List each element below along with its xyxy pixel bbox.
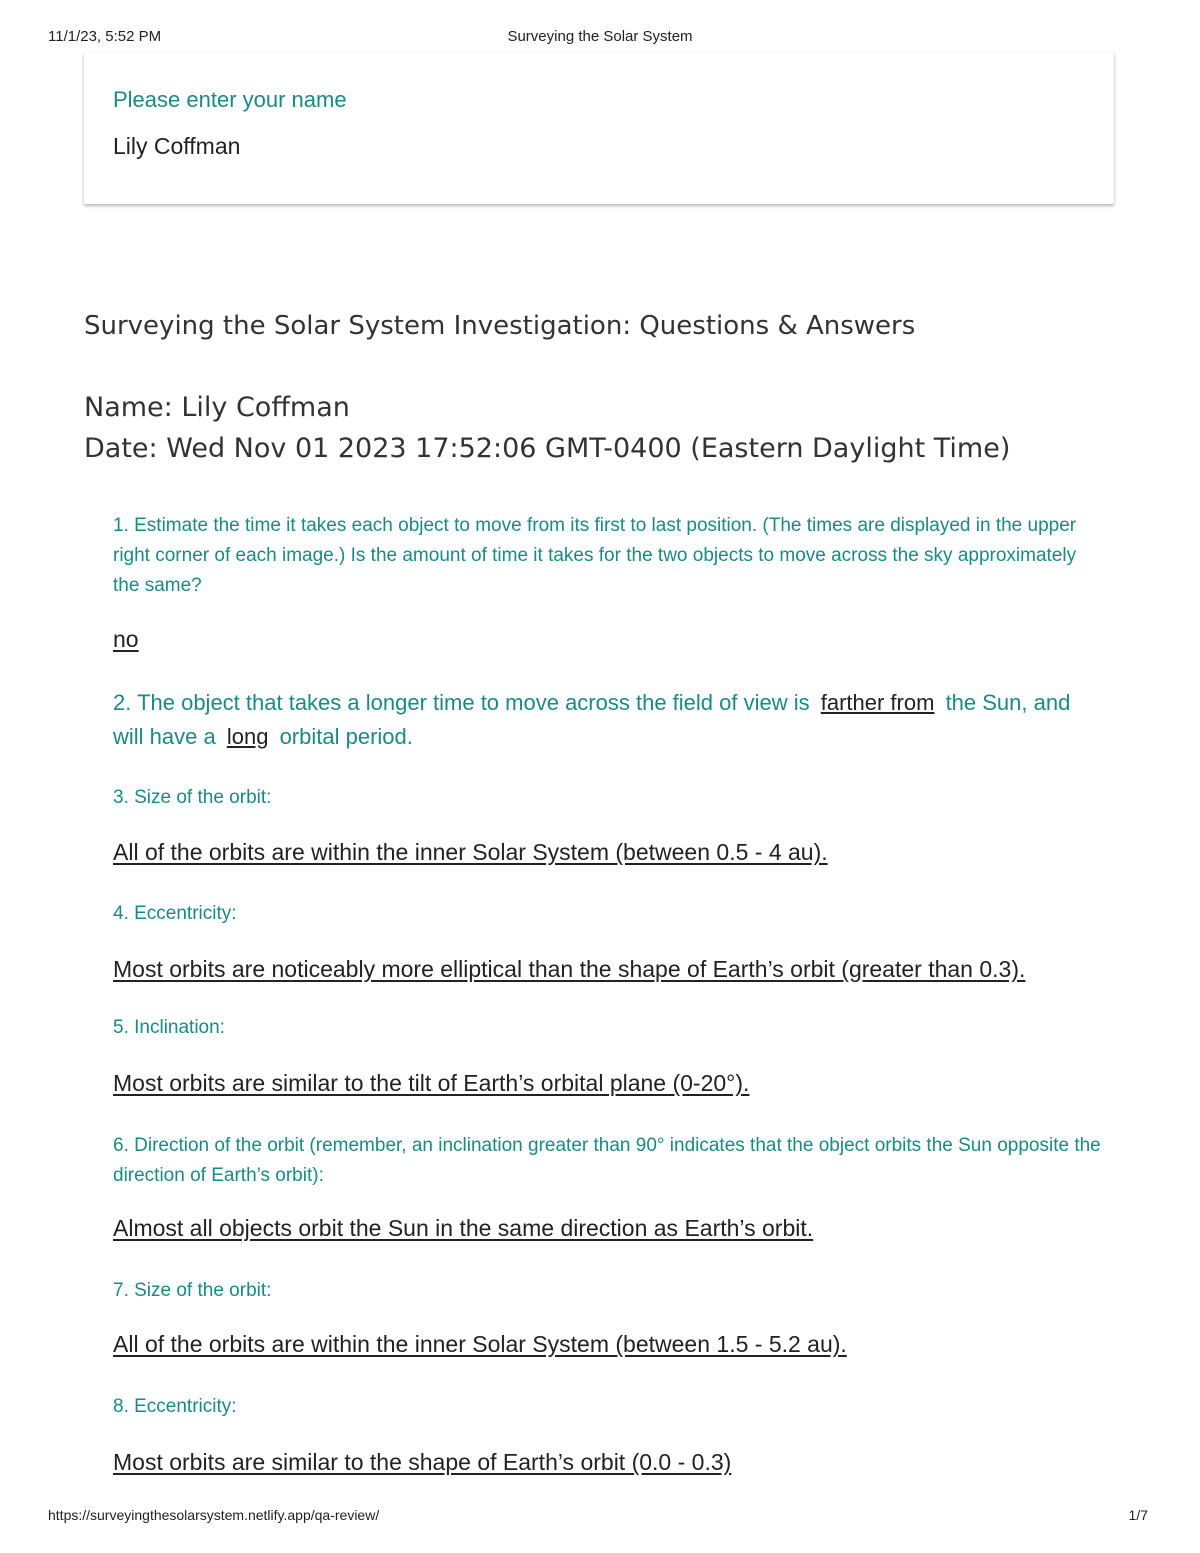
name-label: Please enter your name — [113, 87, 347, 112]
name-card — [84, 52, 1114, 204]
answer-6: Almost all objects orbit the Sun in the same direction as Earth’s orbit. — [113, 1215, 814, 1241]
name-value: Lily Coffman — [113, 133, 241, 159]
question-6: 6. Direction of the orbit (remember, an inclination greater than 90° indicates that the object orbits the Sun opposite the direction of Earth’s orbit): — [113, 1135, 1101, 1186]
question-2 — [113, 686, 1103, 754]
answer-1: no — [113, 626, 139, 652]
print-header-title: Surveying the Solar System — [507, 28, 693, 45]
date-heading: Date: Wed Nov 01 2023 17:52:06 GMT-0400 (Eastern Daylight Time) — [84, 433, 1011, 464]
question-2-part-1: 2. The object that takes a longer time to move across the field of view is — [113, 690, 810, 715]
print-footer-url: https://surveyingthesolarsystem.netlify.app/qa-review/ — [48, 1507, 380, 1523]
question-2-part-2: the Sun, and will have a — [113, 690, 1071, 749]
answer-8: Most orbits are similar to the shape of Earth’s orbit (0.0 - 0.3) — [113, 1449, 732, 1475]
student-name-heading: Name: Lily Coffman — [84, 392, 350, 423]
question-7: 7. Size of the orbit: — [113, 1280, 272, 1301]
question-5: 5. Inclination: — [113, 1017, 225, 1038]
print-header-datetime: 11/1/23, 5:52 PM — [48, 28, 162, 45]
question-2-part-3: orbital period. — [279, 724, 413, 749]
question-3: 3. Size of the orbit: — [113, 787, 272, 808]
answer-5: Most orbits are similar to the tilt of Earth’s orbital plane (0-20°). — [113, 1070, 750, 1096]
answer-2-blank-2: long — [226, 724, 269, 749]
answer-2-blank-1: farther from — [820, 690, 935, 715]
answer-3: All of the orbits are within the inner Solar System (between 0.5 - 4 au). — [113, 839, 828, 865]
question-1: 1. Estimate the time it takes each object to move from its first to last position. (The times are displayed in the upper right corner of each image.) Is the amount of time it takes for the two objects to move across the sky approximately the same? — [113, 515, 1077, 596]
question-8: 8. Eccentricity: — [113, 1396, 237, 1417]
print-footer-page-number: 1/7 — [1128, 1507, 1148, 1523]
page-title: Surveying the Solar System Investigation: Questions & Answers — [84, 311, 916, 341]
question-4: 4. Eccentricity: — [113, 903, 237, 924]
answer-7: All of the orbits are within the inner Solar System (between 1.5 - 5.2 au). — [113, 1331, 847, 1357]
answer-4: Most orbits are noticeably more elliptical than the shape of Earth’s orbit (greater than 0.3). — [113, 956, 1026, 982]
